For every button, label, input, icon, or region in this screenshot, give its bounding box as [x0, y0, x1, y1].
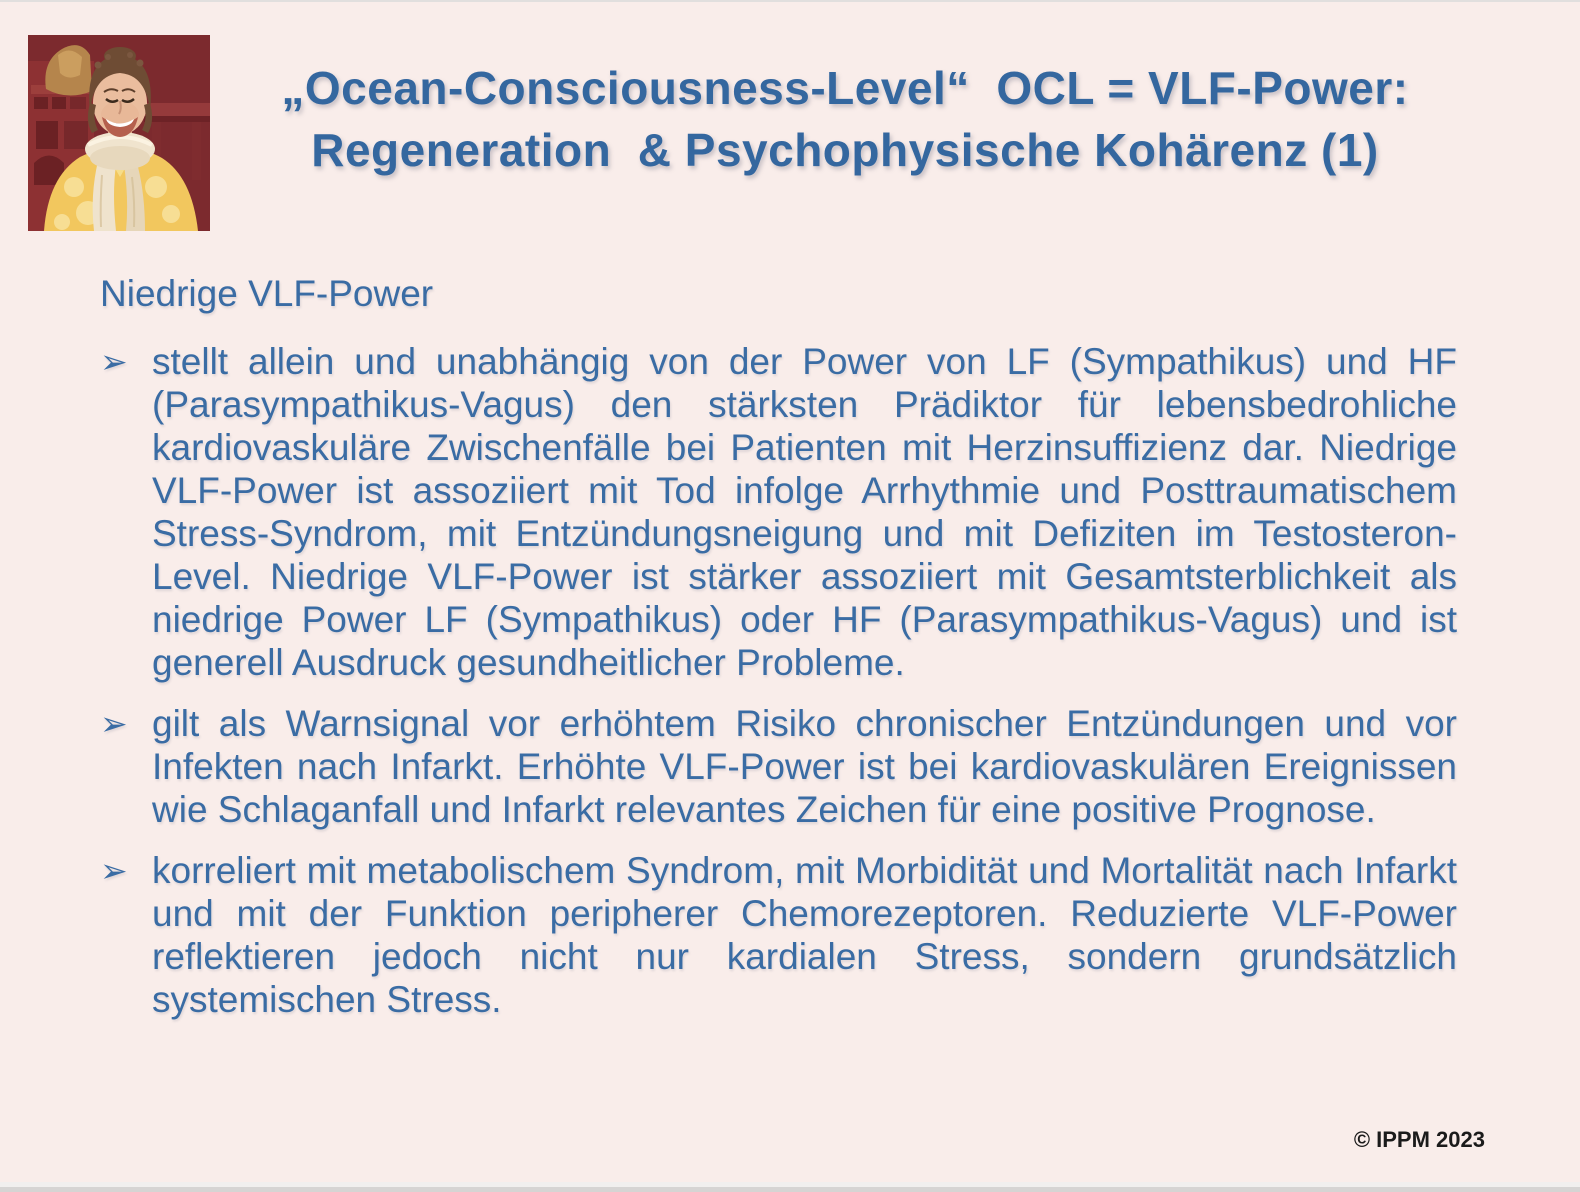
body-heading: Niedrige VLF-Power — [100, 273, 434, 314]
arrow-bullet-icon: ➢ — [100, 852, 128, 889]
bullet-text-2: gilt als Warnsignal vor erhöhtem Risiko chronischer Entzündungen und vor Infekten nach Infarkt. Erhöhte VLF-Power ist bei kardiovaskulären Ereignissen wie Schlaganfall und Infarkt relevantes Zeichen für eine positive Prognose. — [152, 703, 1457, 830]
slide-title-line1: „Ocean-Consciousness-Level“ OCL = VLF-Power: — [281, 62, 1409, 114]
presenter-photo — [28, 35, 210, 231]
slide-body — [100, 272, 1457, 1039]
bottom-window-edge-dark — [0, 1187, 1580, 1192]
presenter-photo-illustration — [28, 35, 210, 231]
bullet-item-1 — [100, 340, 1457, 684]
bullet-text-3: korreliert mit metabolischem Syndrom, mit Morbidität und Mortalität nach Infarkt und mit der Funktion peripherer Chemorezeptoren. Reduzierte VLF-Power reflektieren jedoch nicht nur kardialen Stress, sondern grundsätzlich systemischen Stress. — [152, 850, 1457, 1020]
arrow-bullet-icon: ➢ — [100, 343, 128, 380]
top-window-edge — [0, 0, 1580, 2]
slide-title — [215, 57, 1475, 181]
bullet-item-3 — [100, 849, 1457, 1021]
bullet-text-1: stellt allein und unabhängig von der Power von LF (Sympathikus) und HF (Parasympathikus-Vagus) den stärksten Prädiktor für lebensbedrohliche kardiovaskuläre Zwischenfälle bei Patienten mit Herzinsuffizienz dar. Niedrige VLF-Power ist assoziiert mit Tod infolge Arrhythmie und Posttraumatischem Stress-Syndrom, mit Entzündungsneigung und mit Defiziten im Testosteron-Level. Niedrige VLF-Power ist stärker assoziiert mit Gesamtsterblichkeit als niedrige Power LF (Sympathikus) oder HF (Parasympathikus-Vagus) und ist generell Ausdruck gesundheitlicher Probleme. — [152, 341, 1457, 683]
arrow-bullet-icon: ➢ — [100, 705, 128, 742]
bullet-item-2 — [100, 702, 1457, 831]
slide-title-line2: Regeneration & Psychophysische Kohärenz (1) — [311, 124, 1379, 176]
copyright-notice: © IPPM 2023 — [1353, 1127, 1485, 1152]
